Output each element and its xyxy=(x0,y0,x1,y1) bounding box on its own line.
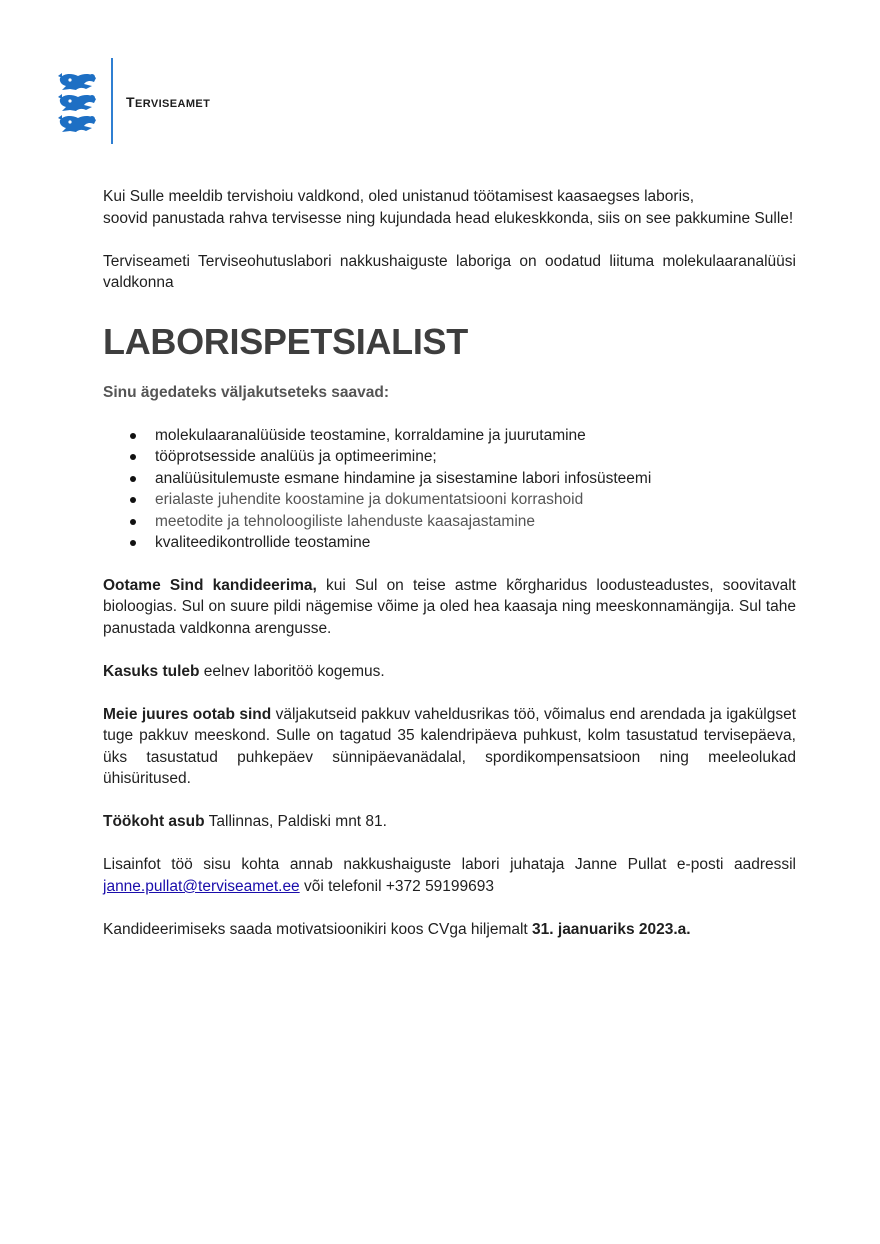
advantage-paragraph xyxy=(103,661,796,683)
offer-text: väljakutseid pakkuv vaheldusrikas töö, võimalus end arendada ja igakülgset tuge pakkuv meeskond. Sulle on tagatud 35 kalendripäeva puhkust, kolm tasustatud tervisepäeva, üks tasustatud puhkepäev sünnipäevanädalal, spordikompensatsioon ning meeleolukad ühisüritused. xyxy=(103,705,796,788)
candidate-paragraph xyxy=(103,575,796,640)
header-divider xyxy=(111,58,113,144)
apply-text: Kandideerimiseks saada motivatsioonikiri koos CVga hiljemalt xyxy=(103,920,533,938)
candidate-text: kui Sul on teise astme kõrgharidus loodusteadustes, soovitavalt bioloogias. Sul on suure pildi nägemise võime ja oled hea kaasaja ning meeskonnamängija. Sul tahe panustada valdkonna arengusse. xyxy=(103,576,796,637)
contact-text-1: Lisainfot töö sisu kohta annab nakkushaiguste labori juhataja Janne Pullat e-posti aadressil xyxy=(103,856,796,874)
candidate-bold: Ootame Sind kandideerima, xyxy=(103,576,317,594)
lab-intro: Terviseameti Terviseohutuslabori nakkushaiguste laboriga on oodatud liituma molekulaaranalüüsi valdkonna xyxy=(103,252,796,291)
apply-deadline: 31. jaanuariks 2023.a. xyxy=(532,920,691,938)
location-text: Tallinnas, Paldiski mnt 81. xyxy=(204,813,387,831)
challenges-heading: Sinu ägedateks väljakutseteks saavad: xyxy=(103,383,390,401)
location-paragraph xyxy=(103,811,796,833)
job-ad-body xyxy=(103,186,796,940)
advantage-text: eelnev laboritöö kogemus. xyxy=(199,662,385,680)
challenges-list xyxy=(103,425,796,553)
list-item: meetodite ja tehnoloogiliste lahenduste kaasajastamine xyxy=(155,511,796,532)
email-link[interactable]: janne.pullat@terviseamet.ee xyxy=(103,877,300,895)
apply-paragraph xyxy=(103,919,796,941)
contact-text-2: või telefonil +372 59199693 xyxy=(299,877,495,895)
list-item: tööprotsesside analüüs ja optimeerimine; xyxy=(155,446,796,467)
offer-bold: Meie juures ootab sind xyxy=(103,705,272,723)
list-item: molekulaaranalüüside teostamine, korraldamine ja juurutamine xyxy=(155,425,796,446)
job-title: LABORISPETSIALIST xyxy=(103,320,468,362)
list-item: kvaliteedikontrollide teostamine xyxy=(155,532,796,553)
offer-paragraph xyxy=(103,704,796,790)
organization-name: TERVISEAMET xyxy=(126,94,211,110)
list-item: analüüsitulemuste esmane hindamine ja sisestamine labori infosüsteemi xyxy=(155,468,796,489)
contact-paragraph xyxy=(103,854,796,897)
location-bold: Töökoht asub xyxy=(103,813,205,831)
list-item: erialaste juhendite koostamine ja dokumentatsiooni korrashoid xyxy=(155,489,796,510)
intro-line-1: Kui Sulle meeldib tervishoiu valdkond, oled unistanud töötamisest kaasaegses laboris, xyxy=(103,188,695,205)
advantage-bold: Kasuks tuleb xyxy=(103,662,200,680)
three-lions-coat-of-arms-icon xyxy=(56,70,100,132)
intro-line-2: soovid panustada rahva tervisesse ning kujundada head elukeskkonda, siis on see pakkumine Sulle! xyxy=(103,209,794,227)
